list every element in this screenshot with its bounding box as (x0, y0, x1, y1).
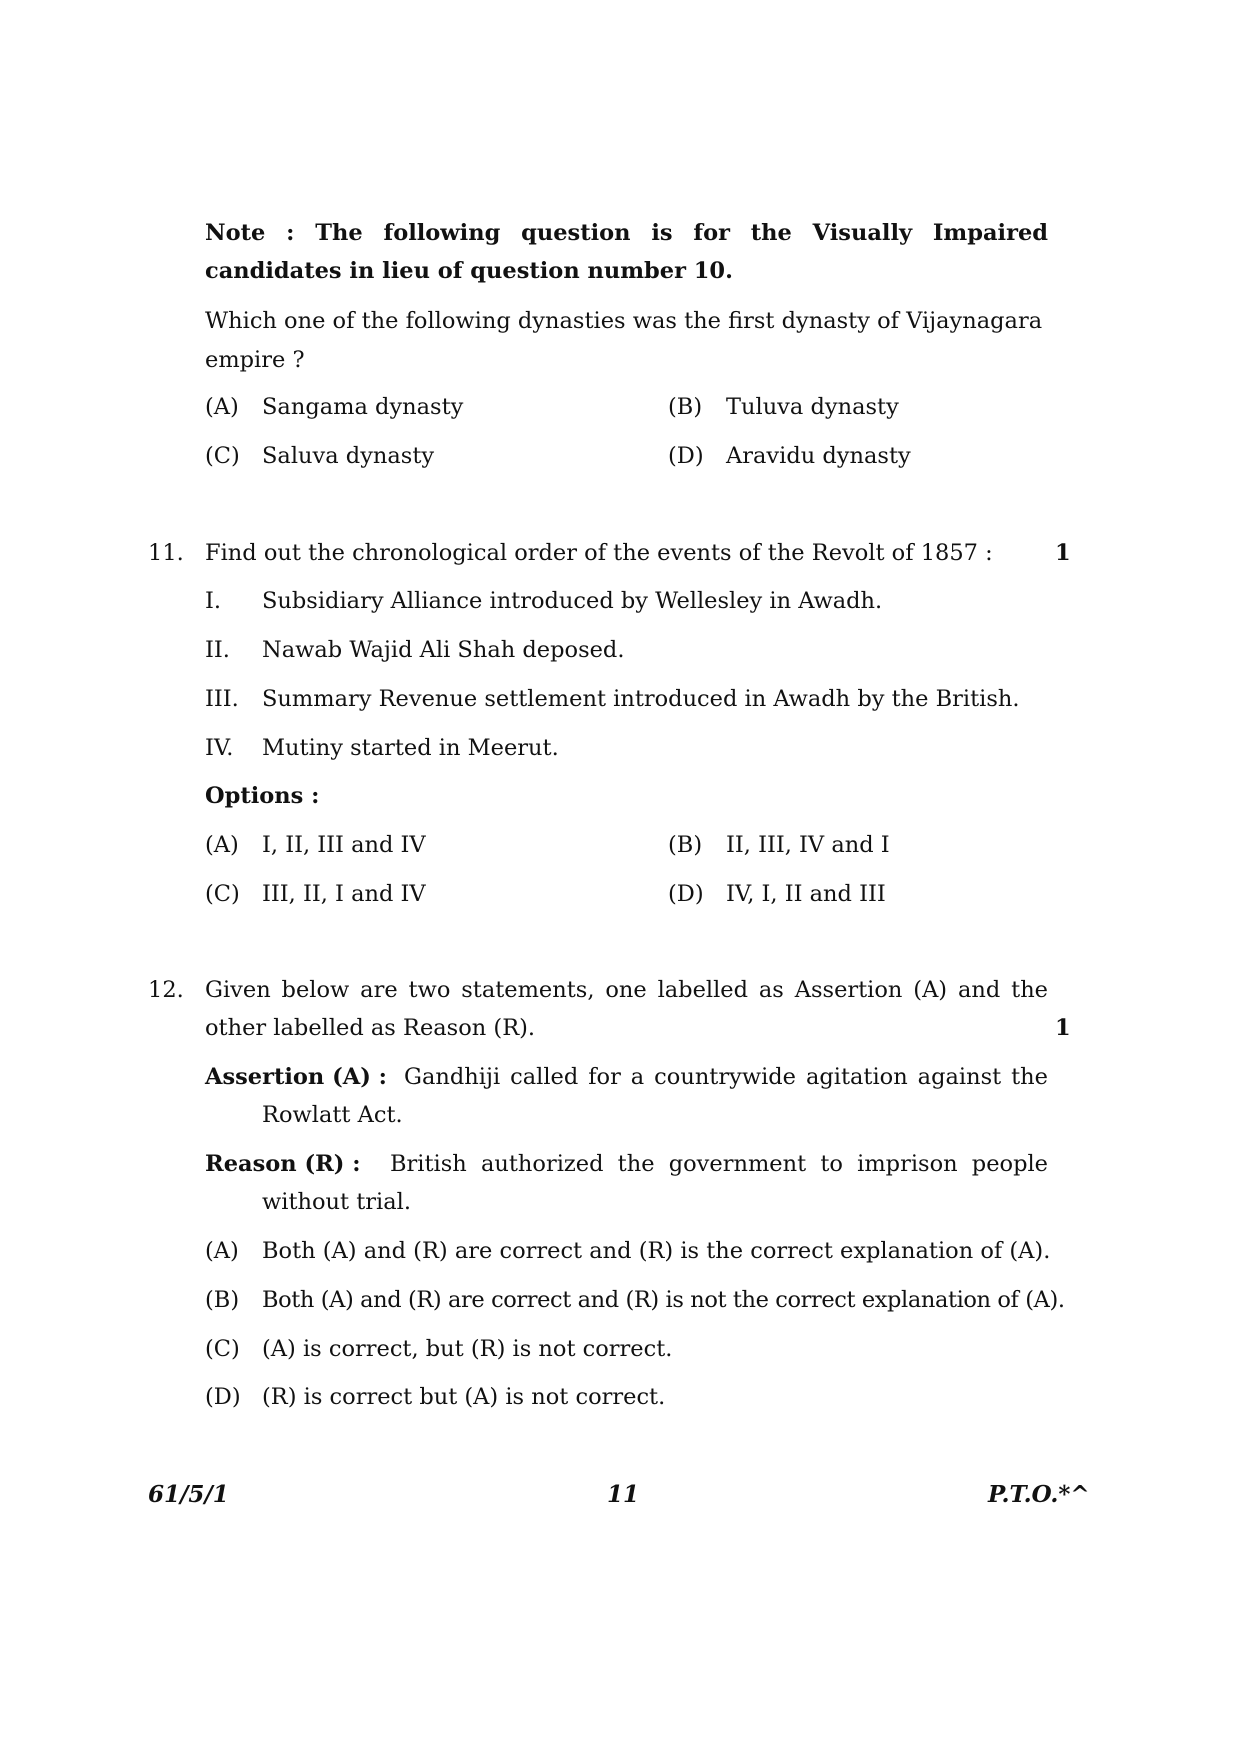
vi-option-a-label: (A) (205, 394, 239, 420)
q11-option-c-text: III, II, I and IV (262, 881, 426, 907)
q12-text-2: other labelled as Reason (R). (205, 1015, 536, 1041)
q11-event-4-label: IV. (205, 735, 234, 761)
vi-question-text-1: Which one of the following dynasties was the first dynasty of Vijaynagara (205, 308, 1043, 334)
q12-option-d-label: (D) (205, 1384, 241, 1410)
vi-option-c-label: (C) (205, 443, 240, 469)
reason-text-1: British authorized the government to imprison people (390, 1151, 1048, 1177)
q11-option-b-label: (B) (668, 832, 703, 858)
q11-event-3-label: III. (205, 686, 239, 712)
q12-option-b-text: Both (A) and (R) are correct and (R) is not the correct explanation of (A). (262, 1287, 1065, 1313)
vi-option-d-text: Aravidu dynasty (726, 443, 911, 469)
q11-event-2-label: II. (205, 637, 230, 663)
q11-option-c-label: (C) (205, 881, 240, 907)
q12-option-a-text: Both (A) and (R) are correct and (R) is the correct explanation of (A). (262, 1238, 1051, 1264)
footer-pto: P.T.O.*^ (988, 1481, 1090, 1508)
q11-option-a-text: I, II, III and IV (262, 832, 426, 858)
q11-event-2-text: Nawab Wajid Ali Shah deposed. (262, 637, 625, 663)
q12-number: 12. (148, 977, 184, 1003)
q12-option-b-label: (B) (205, 1287, 240, 1313)
q12-marks: 1 (1055, 1015, 1071, 1041)
note-line-1: Note : The following question is for the Visually Impaired (205, 220, 1048, 246)
q12-text-1: Given below are two statements, one labelled as Assertion (A) and the (205, 977, 1048, 1003)
assertion-label: Assertion (A) : (205, 1064, 387, 1090)
q11-option-a-label: (A) (205, 832, 239, 858)
q11-event-4-text: Mutiny started in Meerut. (262, 735, 559, 761)
vi-question-text-2: empire ? (205, 347, 305, 373)
vi-option-c-text: Saluva dynasty (262, 443, 435, 469)
vi-option-b-text: Tuluva dynasty (726, 394, 899, 420)
vi-option-a-text: Sangama dynasty (262, 394, 464, 420)
q12-option-d-text: (R) is correct but (A) is not correct. (262, 1384, 666, 1410)
footer-page-number: 11 (607, 1481, 640, 1508)
reason-label: Reason (R) : (205, 1151, 361, 1177)
q11-text: Find out the chronological order of the events of the Revolt of 1857 : (205, 540, 993, 566)
q11-option-d-label: (D) (668, 881, 704, 907)
q11-marks: 1 (1055, 540, 1071, 566)
q11-options-heading: Options : (205, 783, 320, 809)
q11-event-3-text: Summary Revenue settlement introduced in Awadh by the British. (262, 686, 1020, 712)
q12-option-c-label: (C) (205, 1336, 240, 1362)
assertion-text-1: Gandhiji called for a countrywide agitation against the (404, 1064, 1048, 1090)
note-line-2: candidates in lieu of question number 10. (205, 258, 733, 284)
vi-option-d-label: (D) (668, 443, 704, 469)
footer-paper-code: 61/5/1 (148, 1481, 229, 1508)
reason-text-2: without trial. (262, 1189, 411, 1215)
q12-option-a-label: (A) (205, 1238, 239, 1264)
q11-number: 11. (148, 540, 184, 566)
q11-option-b-text: II, III, IV and I (726, 832, 890, 858)
assertion-text-2: Rowlatt Act. (262, 1102, 403, 1128)
q11-event-1-label: I. (205, 588, 222, 614)
q12-option-c-text: (A) is correct, but (R) is not correct. (262, 1336, 673, 1362)
q11-option-d-text: IV, I, II and III (726, 881, 886, 907)
q11-event-1-text: Subsidiary Alliance introduced by Wellesley in Awadh. (262, 588, 883, 614)
vi-option-b-label: (B) (668, 394, 703, 420)
